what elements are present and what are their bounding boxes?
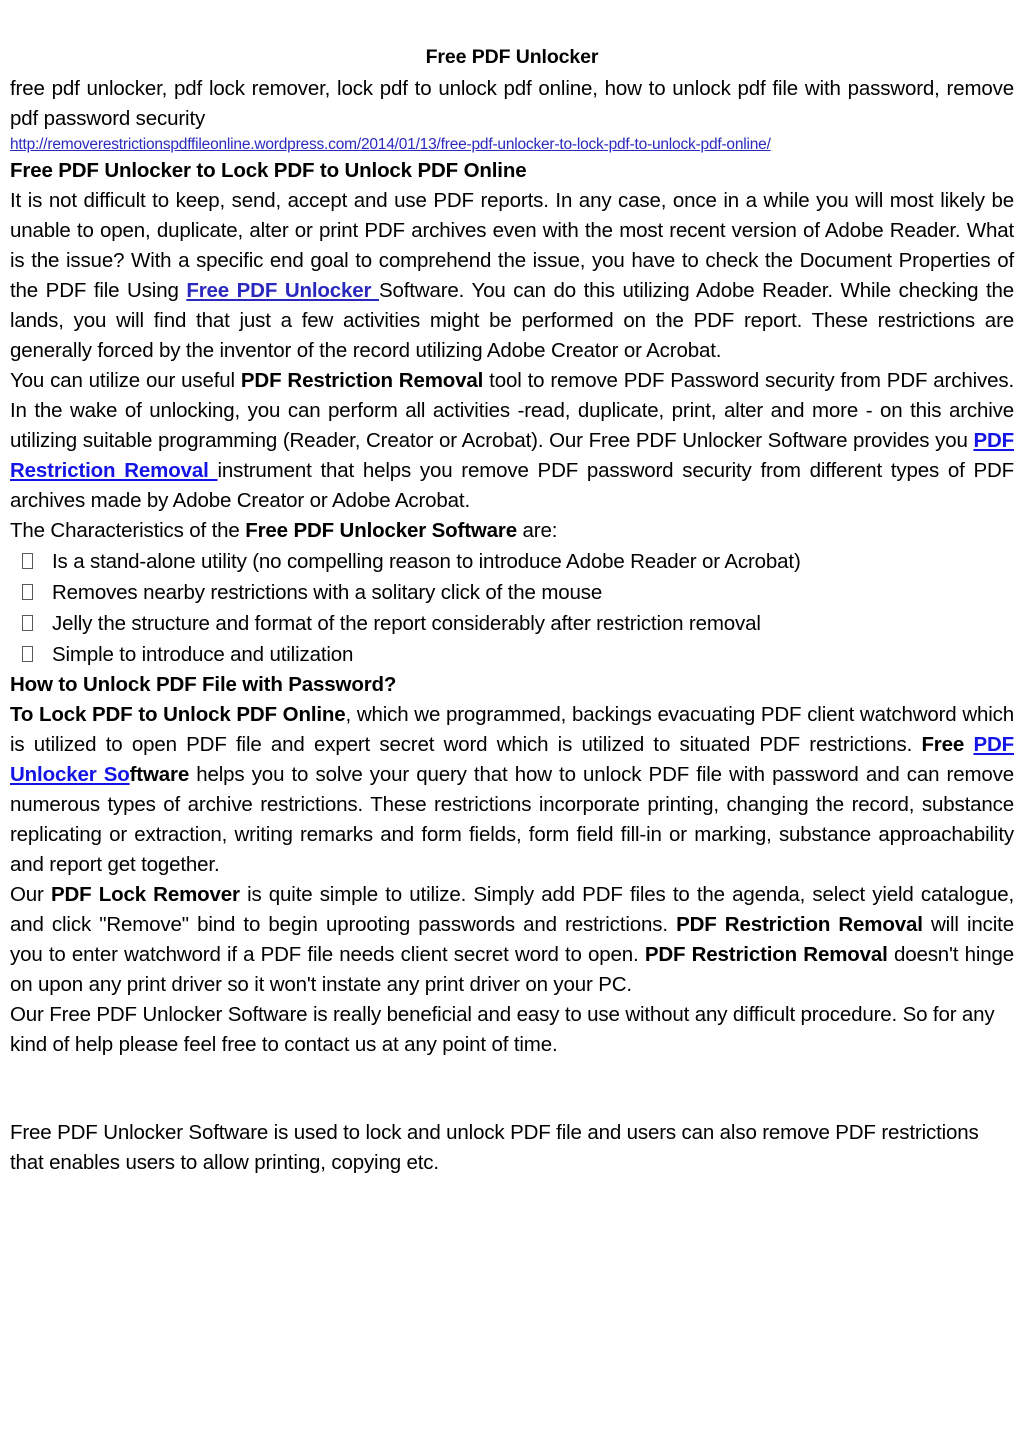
free-pdf-unlocker-software-bold: Free PDF Unlocker Software (245, 519, 518, 542)
paragraph-4-text-d: doesn't hinge on upon any print driver so it won't instate any print driver on your PC. (10, 943, 1014, 996)
characteristics-intro-text-a: The Characteristics of the (10, 519, 246, 542)
paragraph-3 (10, 700, 1014, 880)
paragraph-2-text-b: tool to remove PDF Password security from PDF archives. In the wake of unlocking, you can perform all activities -read, duplicate, print, alter and more - on this archive utilizing suitable programming (Reader, Creator or Acrobat). Our Free PDF Unlocker Software provides you (10, 369, 1014, 452)
list-item-label: Removes nearby restrictions with a solitary click of the mouse (52, 581, 603, 604)
bullet-box-icon (22, 553, 33, 569)
pdf-unlocker-software-link[interactable]: PDF Unlocker So (10, 733, 1015, 786)
paragraph-1 (10, 186, 1014, 366)
pdf-restriction-removal-link[interactable]: PDF Restriction Removal (10, 429, 1014, 482)
characteristics-intro (10, 516, 1014, 546)
paragraph-3-text-a: , which we programmed, backings evacuating PDF client watchword which is utilized to open PDF file and expert secret word which is utilized to situated PDF restrictions. (10, 703, 1014, 756)
paragraph-5: Our Free PDF Unlocker Software is really beneficial and easy to use without any difficult procedure. So for any kind of help please feel free to contact us at any point of time. (10, 1003, 995, 1056)
to-lock-pdf-bold: To Lock PDF to Unlock PDF Online (10, 703, 346, 726)
paragraph-4 (10, 880, 1014, 1000)
paragraph-1-text-b: Software. You can do this utilizing Adobe Reader. While checking the lands, you will find that just a few activities might be performed on the PDF report. These restrictions are generally forced by the inventor of the record utilizing Adobe Creator or Acrobat. (10, 279, 1015, 362)
paragraph-6: Free PDF Unlocker Software is used to lock and unlock PDF file and users can also remove PDF restrictions that enables users to allow printing, copying etc. (10, 1121, 979, 1174)
paragraph-1-text-a: It is not difficult to keep, send, accept and use PDF reports. In any case, once in a while you will most likely be unable to open, duplicate, alter or print PDF archives even with the most recent version of Adobe Reader. What is the issue? With a specific end goal to comprehend the issue, you have to check the Document Properties of the PDF file Using (10, 189, 1014, 302)
paragraph-2 (10, 366, 1014, 516)
paragraph-spacer (10, 1060, 1014, 1118)
free-pdf-unlocker-link[interactable]: Free PDF Unlocker (186, 279, 379, 302)
list-item (10, 546, 1014, 577)
paragraph-2-text-c: instrument that helps you remove PDF password security from different types of PDF archives made by Adobe Creator or Adobe Acrobat. (10, 459, 1014, 512)
pdf-restriction-removal-bold-3: PDF Restriction Removal (644, 943, 888, 966)
list-item (10, 577, 1014, 608)
section-heading-2: How to Unlock PDF File with Password? (10, 673, 397, 696)
bullet-box-icon (22, 646, 33, 662)
list-item-label: Simple to introduce and utilization (52, 643, 354, 666)
free-bold: Free (921, 733, 974, 756)
bullet-box-icon (22, 615, 33, 631)
bullet-box-icon (22, 584, 33, 600)
software-bold-tail: ftware (129, 763, 190, 786)
section-heading-1: Free PDF Unlocker to Lock PDF to Unlock PDF Online (10, 159, 527, 182)
list-item-label: Jelly the structure and format of the report considerably after restriction removal (52, 612, 761, 635)
paragraph-4-text-b: is quite simple to utilize. Simply add PDF files to the agenda, select yield catalogue, and click "Remove" bind to begin uprooting passwords and restrictions. (10, 883, 1014, 936)
source-url-link[interactable]: http://removerestrictionspdffileonline.wordpress.com/2014/01/13/free-pdf-unlocker-to-lock-pdf-to-unlock-pdf-online/ (10, 136, 771, 153)
paragraph-4-text-c: will incite you to enter watchword if a PDF file needs client secret word to open. (10, 913, 1014, 966)
feature-list (10, 546, 1014, 670)
pdf-restriction-removal-bold-2: PDF Restriction Removal (676, 913, 923, 936)
list-item-label: Is a stand-alone utility (no compelling reason to introduce Adobe Reader or Acrobat) (52, 550, 801, 573)
paragraph-2-text-a: You can utilize our useful (10, 369, 241, 392)
list-item (10, 639, 1014, 670)
keywords-line: free pdf unlocker, pdf lock remover, lock pdf to unlock pdf online, how to unlock pdf file with password, remove pdf password security (10, 77, 1014, 130)
paragraph-3-text-b: helps you to solve your query that how to unlock PDF file with password and can remove numerous types of archive restrictions. These restrictions incorporate printing, changing the record, substance replicating or extraction, writing remarks and form fields, form field fill-in or marking, substance approachability and report get together. (10, 763, 1014, 876)
characteristics-intro-text-b: are: (517, 519, 558, 542)
paragraph-4-text-a: Our (10, 883, 51, 906)
list-item (10, 608, 1014, 639)
page-title: Free PDF Unlocker (425, 46, 599, 68)
pdf-lock-remover-bold: PDF Lock Remover (50, 883, 240, 906)
pdf-restriction-removal-bold-1: PDF Restriction Removal (240, 369, 484, 392)
